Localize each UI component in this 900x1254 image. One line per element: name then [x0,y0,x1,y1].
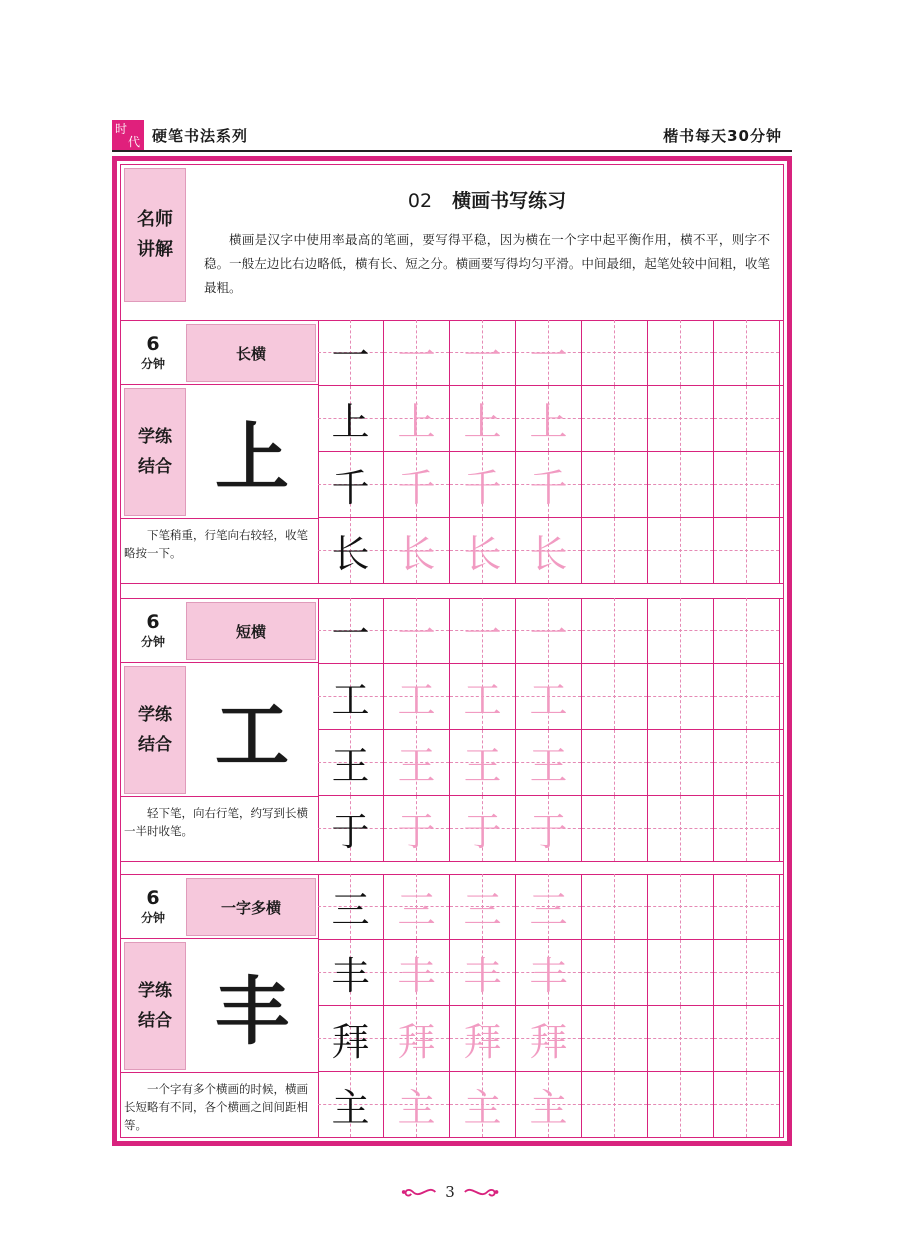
logo-char-2: 代 [128,135,141,149]
model-character: 于 [331,810,370,854]
practice-cell[interactable] [714,320,780,385]
minutes-badge [120,320,186,384]
practice-cell [450,874,516,939]
grid-row [318,940,784,1006]
practice-cell [318,730,384,795]
trace-character: 工 [397,678,436,722]
page-footer [400,1180,500,1204]
practice-cell [450,1006,516,1071]
practice-label-line1: 学练 [138,981,172,1001]
practice-cell [516,386,582,451]
practice-section [120,874,784,1138]
intro-panel [120,164,784,306]
header-rule [112,150,792,152]
practice-cell[interactable] [648,730,714,795]
practice-cell [450,1072,516,1137]
trace-character: 王 [463,744,502,788]
grid-row [318,452,784,518]
trace-character: 千 [463,466,502,510]
stroke-name: 一字多横 [186,878,316,936]
minutes-value: 6 [146,610,160,633]
grid-row [318,664,784,730]
trace-character: 一 [463,612,502,656]
model-character: 一 [331,612,370,656]
practice-section [120,320,784,584]
practice-cell[interactable] [648,1072,714,1137]
practice-cell[interactable] [648,1006,714,1071]
practice-cell[interactable] [582,320,648,385]
practice-cell[interactable] [582,1072,648,1137]
practice-cell[interactable] [648,664,714,729]
practice-cell [384,386,450,451]
trace-character: 一 [397,334,436,378]
practice-cell [318,386,384,451]
practice-cell[interactable] [714,874,780,939]
trace-character: 丰 [529,954,568,998]
grid-row [318,796,784,862]
practice-cell [384,874,450,939]
practice-cell[interactable] [714,386,780,451]
practice-cell [318,1072,384,1137]
practice-cell [318,940,384,1005]
page-number: 3 [445,1183,455,1201]
practice-cell[interactable] [648,796,714,861]
stroke-name: 长横 [186,324,316,382]
right-ornament-icon [463,1182,500,1202]
left-ornament-icon [400,1182,437,1202]
stroke-name: 短横 [186,602,316,660]
model-character: 上 [331,400,370,444]
trace-character: 上 [529,400,568,444]
minutes-value: 6 [146,886,160,909]
practice-cell [450,320,516,385]
practice-cell [384,730,450,795]
practice-cell [516,664,582,729]
practice-cell[interactable] [714,730,780,795]
practice-cell [318,1006,384,1071]
practice-cell[interactable] [714,1006,780,1071]
trace-character: 于 [529,810,568,854]
model-character: 丰 [331,954,370,998]
practice-grid [318,874,784,1138]
trace-character: 拜 [397,1020,436,1064]
practice-cell [384,598,450,663]
practice-cell[interactable] [582,874,648,939]
practice-cell [384,1072,450,1137]
practice-cell [450,518,516,583]
practice-cell[interactable] [714,518,780,583]
trace-character: 主 [529,1086,568,1130]
minutes-value: 6 [146,332,160,355]
practice-cell [384,796,450,861]
practice-cell [384,664,450,729]
trace-character: 王 [397,744,436,788]
practice-cell [450,730,516,795]
trace-character: 三 [529,888,568,932]
practice-cell [384,940,450,1005]
left-divider [120,1072,318,1073]
practice-cell[interactable] [582,386,648,451]
practice-cell [516,1006,582,1071]
practice-cell [516,518,582,583]
practice-section [120,598,784,862]
practice-cell [450,796,516,861]
intro-text: 横画是汉字中使用率最高的笔画，要写得平稳，因为横在一个字中起平衡作用，横不平，则字不稳。一般左边比右边略低，横有长、短之分。横画要写得均匀平滑。中间最细，起笔处较中间粗，收笔最粗。 [204,232,770,295]
logo [112,120,144,152]
trace-character: 千 [529,466,568,510]
practice-cell [450,940,516,1005]
left-divider [120,796,318,797]
practice-cell[interactable] [582,452,648,517]
practice-cell [384,452,450,517]
model-character: 拜 [331,1020,370,1064]
trace-character: 主 [397,1086,436,1130]
trace-character: 主 [463,1086,502,1130]
trace-character: 王 [529,744,568,788]
practice-label-line2: 结合 [138,1011,172,1031]
practice-cell [318,598,384,663]
practice-cell[interactable] [582,730,648,795]
practice-cell [450,598,516,663]
practice-grid [318,598,784,862]
minutes-unit: 分钟 [140,910,165,925]
trace-character: 长 [529,532,568,576]
practice-cell[interactable] [648,874,714,939]
trace-character: 工 [529,678,568,722]
series-title: 硬笔书法系列 [152,127,249,145]
trace-character: 三 [397,888,436,932]
practice-label [124,666,186,794]
trace-character: 长 [463,532,502,576]
trace-character: 拜 [463,1020,502,1064]
trace-character: 一 [463,334,502,378]
trace-character: 上 [463,400,502,444]
model-character: 王 [331,744,370,788]
trace-character: 丰 [463,954,502,998]
practice-cell [516,1072,582,1137]
practice-cell [384,320,450,385]
lesson-title [190,186,784,213]
intro-label [124,168,186,302]
practice-cell [516,874,582,939]
trace-character: 一 [397,612,436,656]
practice-cell [384,1006,450,1071]
practice-cell[interactable] [648,452,714,517]
grid-row [318,320,784,386]
practice-cell[interactable] [714,664,780,729]
practice-cell [516,796,582,861]
practice-cell [516,730,582,795]
intro-label-line1: 名师 [137,209,173,230]
practice-cell [516,598,582,663]
stroke-tip: 下笔稍重，行笔向右较轻，收笔略按一下。 [124,528,308,560]
practice-cell[interactable] [582,940,648,1005]
practice-label-line2: 结合 [138,735,172,755]
practice-cell [516,320,582,385]
practice-cell [318,518,384,583]
trace-character: 三 [463,888,502,932]
practice-cell [318,664,384,729]
stroke-tip: 一个字有多个横画的时候，横画长短略有不同，各个横画之间间距相等。 [124,1082,308,1132]
practice-cell[interactable] [714,796,780,861]
logo-char-1: 时 [115,122,128,136]
lesson-number: 02 [407,190,433,212]
model-character: 千 [331,466,370,510]
example-character: 上 [215,415,289,501]
practice-label-line2: 结合 [138,457,172,477]
minutes-badge [120,874,186,938]
practice-cell [318,796,384,861]
stroke-tip: 轻下笔，向右行笔，约写到长横一半时收笔。 [124,806,308,838]
practice-label-line1: 学练 [138,705,172,725]
practice-cell [450,386,516,451]
practice-cell[interactable] [648,518,714,583]
practice-cell [450,664,516,729]
trace-character: 一 [529,334,568,378]
practice-cell[interactable] [582,518,648,583]
example-character: 丰 [215,969,289,1055]
practice-label [124,942,186,1070]
trace-character: 于 [463,810,502,854]
trace-character: 上 [397,400,436,444]
practice-cell [516,940,582,1005]
practice-cell[interactable] [714,598,780,663]
practice-cell[interactable] [648,940,714,1005]
grid-row [318,730,784,796]
practice-cell[interactable] [582,598,648,663]
grid-row [318,518,784,584]
minutes-unit: 分钟 [140,634,165,649]
trace-character: 千 [397,466,436,510]
practice-cell [516,452,582,517]
practice-label [124,388,186,516]
practice-cell[interactable] [648,598,714,663]
lesson-title-text: 横画书写练习 [452,190,567,212]
practice-cell[interactable] [648,386,714,451]
practice-cell[interactable] [582,796,648,861]
practice-cell[interactable] [714,452,780,517]
trace-character: 丰 [397,954,436,998]
left-divider [120,518,318,519]
trace-character: 拜 [529,1020,568,1064]
practice-grid [318,320,784,584]
trace-character: 工 [463,678,502,722]
practice-cell[interactable] [714,1072,780,1137]
book-title: 楷书每天30分钟 [663,127,782,145]
practice-cell[interactable] [714,940,780,1005]
minutes-badge [120,598,186,662]
practice-cell[interactable] [582,664,648,729]
grid-row [318,598,784,664]
intro-label-line2: 讲解 [137,239,173,260]
model-character: 工 [331,678,370,722]
practice-cell[interactable] [582,1006,648,1071]
practice-cell [318,452,384,517]
model-character: 三 [331,888,370,932]
grid-row [318,386,784,452]
practice-cell [318,320,384,385]
grid-row [318,1072,784,1138]
model-character: 长 [331,532,370,576]
practice-cell [384,518,450,583]
minutes-unit: 分钟 [140,356,165,371]
trace-character: 一 [529,612,568,656]
practice-cell [450,452,516,517]
example-character: 工 [215,693,289,779]
trace-character: 长 [397,532,436,576]
model-character: 主 [331,1086,370,1130]
practice-label-line1: 学练 [138,427,172,447]
grid-row [318,1006,784,1072]
practice-cell[interactable] [648,320,714,385]
trace-character: 于 [397,810,436,854]
grid-row [318,874,784,940]
model-character: 一 [331,334,370,378]
practice-cell [318,874,384,939]
